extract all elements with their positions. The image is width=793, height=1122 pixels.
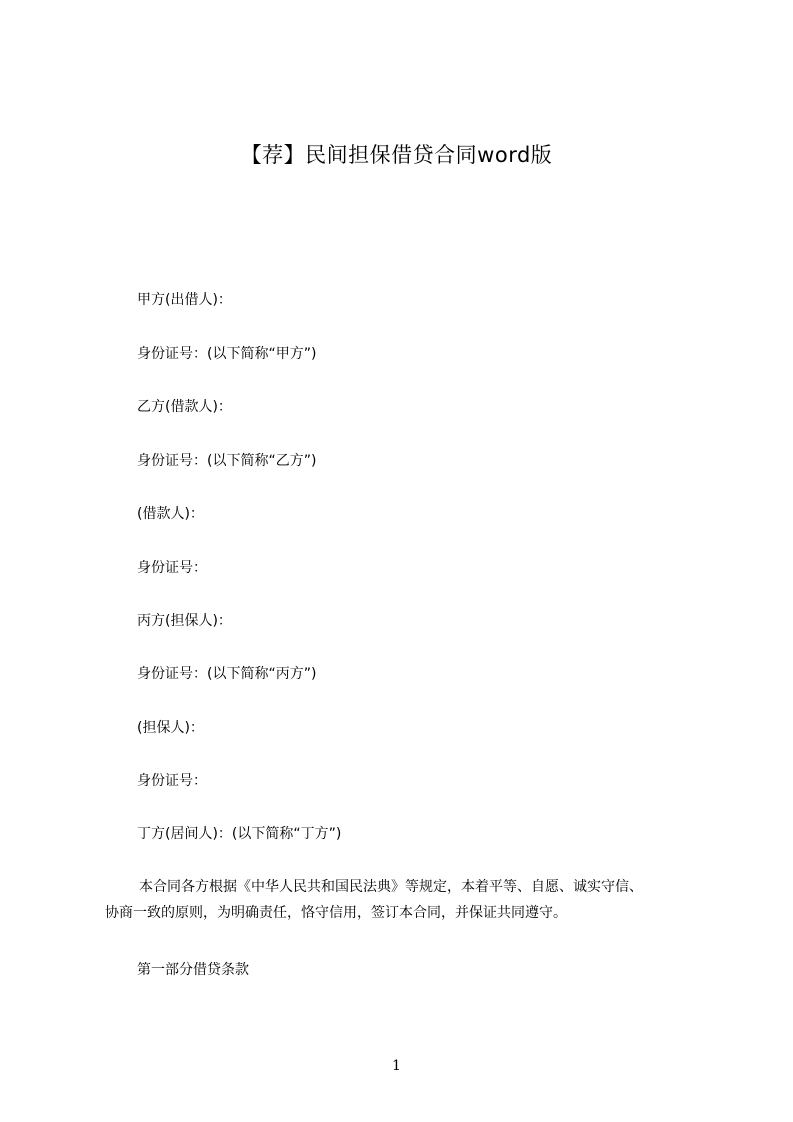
party-a-line: 甲方(出借人)： (137, 292, 232, 308)
preamble-line-1: 本合同各方根据《中华人民共和国民法典》等规定，本着平等、自愿、诚实守信、 (139, 879, 643, 895)
page-number: 1 (392, 1058, 401, 1074)
party-a-id-line: 身份证号：(以下简称“甲方”) (137, 346, 317, 362)
section-heading: 第一部分借贷条款 (137, 962, 249, 978)
preamble-paragraph (105, 874, 725, 926)
borrower-id-line: 身份证号： (137, 560, 207, 576)
party-b-id-line: 身份证号：(以下简称“乙方”) (137, 453, 317, 469)
party-c-line: 丙方(担保人)： (137, 613, 232, 629)
borrower-line: (借款人)： (137, 506, 204, 522)
guarantor-line: (担保人)： (137, 720, 204, 736)
party-c-id-line: 身份证号：(以下简称“丙方”) (137, 666, 317, 682)
party-d-line: 丁方(居间人)：(以下简称“丁方”) (137, 826, 342, 842)
document-title: 【荐】民间担保借贷合同word版 (240, 143, 553, 167)
guarantor-id-line: 身份证号： (137, 773, 207, 789)
preamble-line-2: 协商一致的原则，为明确责任，恪守信用，签订本合同，并保证共同遵守。 (105, 905, 567, 921)
party-b-line: 乙方(借款人)： (137, 399, 232, 415)
